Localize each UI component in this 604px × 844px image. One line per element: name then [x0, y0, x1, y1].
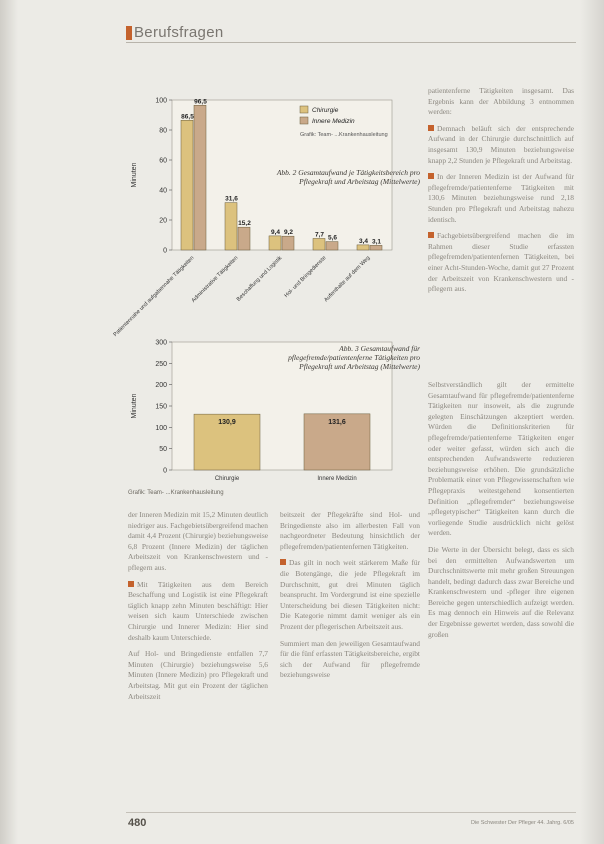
bullet-square [428, 125, 434, 131]
left-para-3: Auf Hol- und Bringedienste entfallen 7,7 Minuten (Chirurgie) beziehungsweise 5,6 Minuten (Innere Medizin) pro Pflegekraft und Arbeitstag. Mit gut ein Prozent der täglichen Arbeitszeit [128, 649, 268, 701]
bar [238, 227, 250, 250]
x-tick-label: Patientennahe und aufgabennahe Tätigkeiten [112, 255, 196, 339]
x-tick-label: Beschaffung und Logistik [235, 255, 284, 303]
legend-note: Grafik: Team- ...Krankenhausleitung [300, 132, 388, 138]
bar [181, 120, 193, 250]
bar [194, 105, 206, 250]
right-column-top [428, 86, 574, 301]
chart1-caption-text: Abb. 2 Gesamtaufwand je Tätigkeitsbereich pro Pflegekraft und Arbeitstag (Mittelwerte) [276, 168, 420, 186]
right-para-3: In der Inneren Medizin ist der Aufwand für pflegefremde/patientenferne Tätigkeiten mit 130,6 Minuten beziehungsweise rund 2,18 Stunden pro Pflegekraft und Arbeitstag nahezu identisch. [428, 172, 574, 224]
bar-value-label: 9,2 [283, 229, 294, 237]
x-tick-label: Innere Medizin [317, 476, 357, 482]
left-column [128, 510, 268, 708]
y-axis-label: Minuten [131, 393, 138, 419]
legend-label: Innere Medizin [312, 118, 355, 125]
running-header: Berufsfragen [134, 24, 224, 41]
x-tick-label: Aufenthalte auf dem Weg [323, 255, 372, 304]
y-tick-label: 40 [159, 187, 167, 195]
mid-para-3: Summiert man den jeweiligen Gesamtaufwand für die fünf erfassten Tätigkeitsbereiche, ergibt sich der Aufwand für pflegefremde beziehungsweise [280, 638, 420, 680]
bullet-square [128, 581, 134, 587]
bar-value-label: 3,4 [358, 237, 369, 245]
bar-value-label: 15,2 [238, 220, 251, 228]
legend-label: Chirurgie [312, 107, 339, 114]
right-para-2: Demnach beläuft sich der entsprechende Aufwand in der Chirurgie durchschnittlich auf insgesamt 130,9 Minuten beziehungsweise knapp 2,2 Stunden je Pflegekraft und Arbeitstag. [428, 123, 574, 165]
bar-value-label: 96,5 [194, 98, 207, 106]
y-tick-label: 20 [159, 217, 167, 225]
bar [269, 236, 281, 250]
bar-value-label: 3,1 [371, 238, 382, 246]
chart1-caption [262, 168, 420, 186]
header-rule [126, 42, 576, 43]
bar [225, 203, 237, 250]
left-para-1: der Inneren Medizin mit 15,2 Minuten deutlich niedriger aus. Fachgebietsübergreifend machen damit 4,4 Prozent (Chirurgie) beziehungsweise 6,8 Prozent (Innere Medizin) der täglichen Arbeitszeit von Krankenschwestern und -pflegern aus. [128, 510, 268, 572]
bar [282, 236, 294, 250]
y-tick-label: 300 [155, 339, 167, 347]
mid-para-2: Das gilt in noch weit stärkerem Maße für die Botengänge, die jede Pflegekraft im Durchschnitt, gut drei Minuten täglich beansprucht. Im Vordergrund ist eine spezielle Unterscheidung bei diesen Tätigkeiten nicht: Die Kategorie nimmt damit weniger als ein Prozent der pflegerischen Arbeitszeit aus. [280, 558, 420, 631]
y-tick-label: 50 [159, 446, 167, 454]
x-tick-label: Administrative Tätigkeiten [190, 255, 240, 304]
bar-value-label: 86,5 [181, 113, 194, 121]
chart2-caption [262, 344, 420, 371]
middle-column [280, 510, 420, 687]
footer-rule [126, 812, 576, 813]
y-axis-label: Minuten [131, 162, 138, 188]
legend-swatch [300, 117, 308, 124]
bullet-square [428, 173, 434, 179]
bar-value-label: 31,6 [225, 195, 238, 203]
y-tick-label: 80 [159, 127, 167, 135]
page-number: 480 [128, 817, 147, 829]
chart2-caption-text: Abb. 3 Gesamtaufwand für pflegefremde/patientenferne Tätigkeiten pro Pflegekraft und Arbeitstag (Mittelwerte) [288, 344, 420, 371]
y-tick-label: 0 [163, 247, 167, 255]
right-para-1: patientenferne Tätigkeiten insgesamt. Das Ergebnis kann der Abbildung 3 entnommen werden: [428, 86, 574, 117]
mid-para-1: beitszeit der Pflegekräfte sind Hol- und Bringedienste also im allerbesten Fall von nachgeordneter Bedeutung hinsichtlich der pflegefremden/patientenfernen Tätigkeiten. [280, 510, 420, 551]
x-tick-label: Chirurgie [214, 476, 240, 482]
bar-value-label: 7,7 [314, 231, 325, 239]
journal-footer: Die Schwester Der Pfleger 44. Jahrg. 6/05 [470, 820, 574, 826]
right-para-6: Die Werte in der Übersicht belegt, dass es sich bei den ermittelten Aufwandswerten um Durchschnittswerte mit mehr großen Streuungen handelt, bedingt dadurch dass zwar Bereiche und Krankenschwestern und -pfleger ihre eigenen Bereiche gegen unterschiedlich aufzeigt werden. Es mag dennoch ein Hinweis auf die Relevanz der Ergebnisse gewertet werden, dass sowohl die großen [428, 544, 574, 639]
chart2-source: Grafik: Team- ...Krankenhausleitung [128, 490, 224, 496]
y-tick-label: 250 [155, 360, 167, 368]
bullet-square [428, 232, 434, 238]
y-tick-label: 100 [155, 424, 167, 432]
bar [370, 245, 382, 250]
right-column-bottom [428, 380, 574, 646]
y-tick-label: 200 [155, 382, 167, 390]
bar [326, 242, 338, 250]
x-tick-label: Hol- und Bringedienste [283, 255, 328, 299]
right-para-4: Fachgebietsübergreifend machen die im Rahmen dieser Studie erfassten pflegefremden/patientenfernen Tätigkeiten, bei einer Acht-Stunden-Woche, damit gut 27 Prozent der Arbeitszeit von Krankenschwestern und -pflegern aus. [428, 231, 574, 294]
y-tick-label: 0 [163, 467, 167, 475]
bar [357, 245, 369, 250]
right-para-5: Selbstverständlich gilt der ermittelte Gesamtaufwand für pflegefremde/patientenferne Tätigkeiten nur insoweit, als die zugrunde gelegten Einschätzungen akzeptiert werden. Würden die Definitionskriterien für pflegefremde/patientenferne Tätigkeiten enger oder weiter gefasst, würden sich auch die entsprechenden Aufwandswerte reduzieren beziehungsweise erhöhen. Die grundsätzliche Problematik einer von Pflegewissenschaften wie Pflegepraxis weitestgehend konsentierten Definition „pflegefremder“ beziehungsweise „pflegetypischer“ Tätigkeiten kann durch die vorliegende Studie ausdrücklich nicht gelöst werden. [428, 380, 574, 538]
bar-value-label: 130,9 [218, 419, 236, 427]
bar-value-label: 9,4 [270, 228, 281, 236]
left-para-2: Mit Tätigkeiten aus dem Bereich Beschaffung und Logistik ist eine Pflegekraft täglich knapp zehn Minuten beschäftigt: Hier weisen sich kaum Unterschiede zwischen Chirurgie und Innerer Medizin: Hier sind deshalb kaum Unterschiede. [128, 579, 268, 642]
y-tick-label: 100 [155, 97, 167, 105]
y-tick-label: 150 [155, 403, 167, 411]
bar-value-label: 5,6 [327, 234, 338, 242]
bar [313, 238, 325, 250]
bar-value-label: 131,6 [328, 418, 346, 426]
y-tick-label: 60 [159, 157, 167, 165]
legend-swatch [300, 106, 308, 113]
section-marker [126, 26, 132, 40]
bullet-square [280, 559, 286, 565]
chart-abb2 [112, 88, 426, 339]
